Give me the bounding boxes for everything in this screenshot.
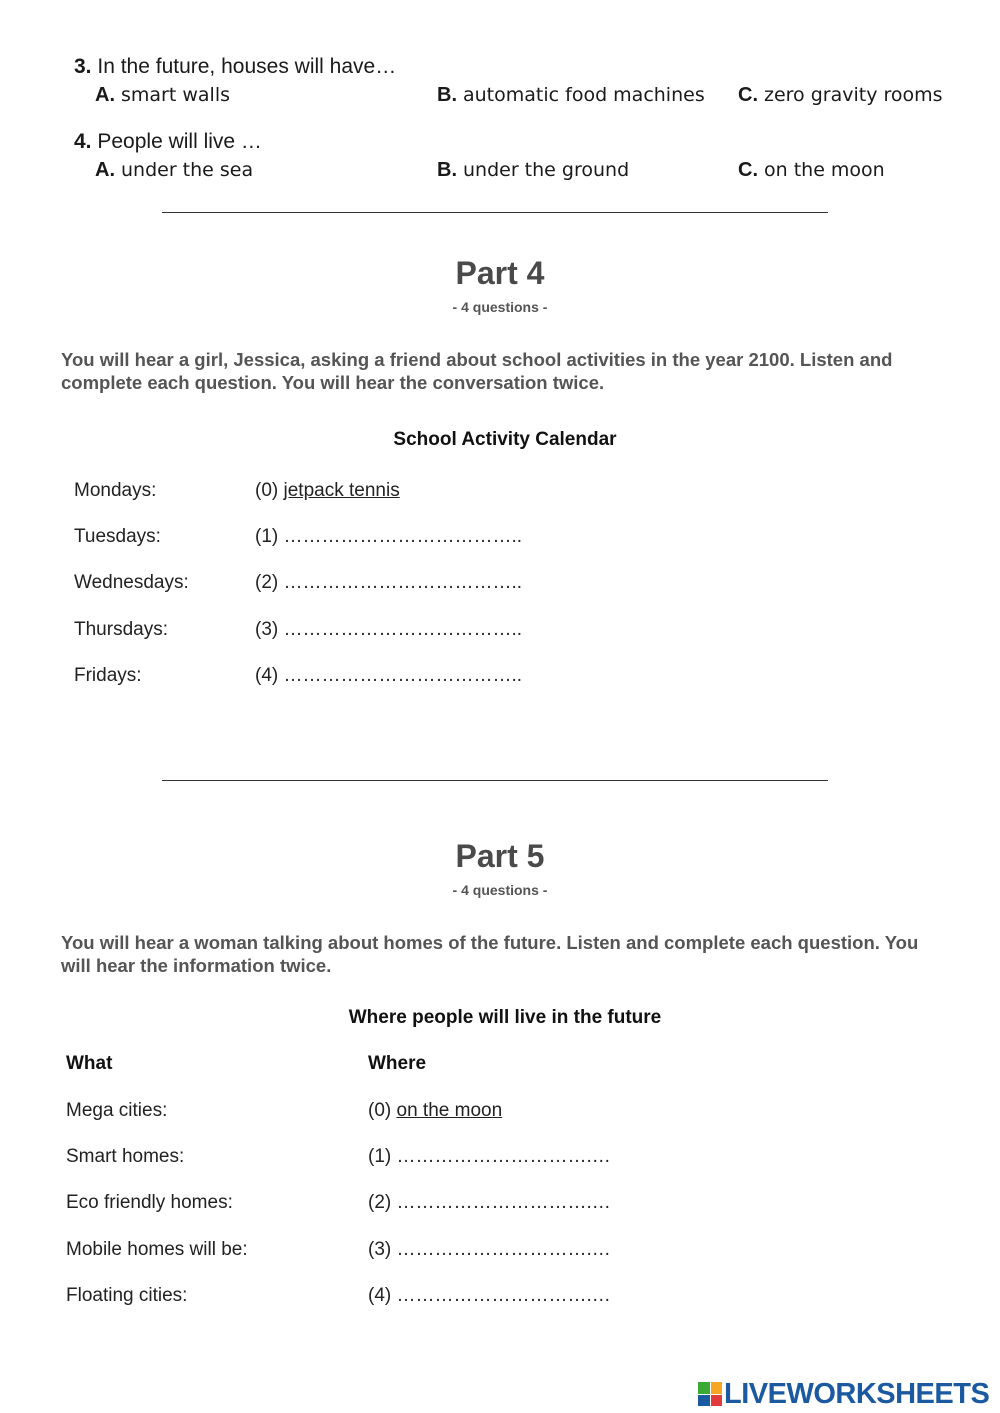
dotted-blank: ………………………….…	[396, 1239, 611, 1260]
divider	[162, 780, 828, 781]
example-answer: jetpack tennis	[283, 480, 400, 501]
row-label: Mega cities:	[66, 1100, 168, 1121]
column-header-where: Where	[368, 1053, 427, 1074]
part-4-table-title: School Activity Calendar	[393, 429, 617, 450]
option-3a[interactable]	[95, 84, 230, 107]
row-label: Fridays:	[74, 665, 142, 686]
dotted-blank: ………………………………..	[283, 619, 523, 640]
answer-blank-4[interactable]	[368, 1285, 611, 1307]
option-3c[interactable]	[738, 84, 943, 107]
row-label: Mobile homes will be:	[66, 1239, 248, 1260]
row-label: Smart homes:	[66, 1146, 185, 1167]
row-number: (0)	[368, 1100, 392, 1121]
row-number: (1)	[368, 1146, 392, 1167]
row-label: Wednesdays:	[74, 572, 189, 593]
row-answer	[255, 480, 400, 502]
divider	[162, 212, 828, 213]
dotted-blank: ………………………………..	[283, 572, 523, 593]
question-4	[74, 130, 262, 154]
row-label: Mondays:	[74, 480, 157, 501]
row-answer	[368, 1100, 502, 1122]
column-header-what: What	[66, 1053, 113, 1074]
answer-blank-2[interactable]	[368, 1192, 611, 1214]
option-text: smart walls	[121, 84, 230, 106]
example-answer: on the moon	[396, 1100, 503, 1121]
option-4a[interactable]	[95, 159, 253, 182]
part-4-title: Part 4	[455, 255, 545, 291]
question-number: 3.	[74, 55, 92, 78]
dotted-blank: ………………………….…	[396, 1146, 611, 1167]
answer-blank-2[interactable]	[255, 572, 522, 594]
answer-blank-3[interactable]	[368, 1239, 611, 1261]
part-5-table-title: Where people will live in the future	[348, 1007, 662, 1028]
row-label: Thursdays:	[74, 619, 168, 640]
option-3b[interactable]	[437, 84, 705, 107]
answer-blank-1[interactable]	[368, 1146, 611, 1168]
answer-blank-4[interactable]	[255, 665, 522, 687]
part-5-title: Part 5	[455, 838, 545, 874]
question-text: In the future, houses will have…	[97, 55, 397, 78]
option-letter: C.	[738, 159, 758, 181]
row-number: (4)	[255, 665, 279, 686]
option-letter: B.	[437, 159, 457, 181]
option-letter: A.	[95, 84, 115, 106]
answer-blank-1[interactable]	[255, 526, 522, 548]
option-4c[interactable]	[738, 159, 885, 182]
option-text: under the sea	[121, 159, 254, 181]
option-4b[interactable]	[437, 159, 629, 182]
row-label: Floating cities:	[66, 1285, 188, 1306]
option-text: zero gravity rooms	[764, 84, 943, 106]
logo-text: LIVEWORKSHEETS	[724, 1377, 990, 1410]
option-letter: A.	[95, 159, 115, 181]
question-text: People will live …	[97, 130, 262, 153]
liveworksheets-logo[interactable]	[698, 1377, 989, 1411]
row-number: (0)	[255, 480, 279, 501]
part-4-subtitle: - 4 questions -	[452, 299, 548, 315]
row-number: (2)	[255, 572, 279, 593]
question-3	[74, 55, 396, 79]
option-text: on the moon	[764, 159, 885, 181]
logo-icon	[698, 1382, 722, 1406]
row-number: (4)	[368, 1285, 392, 1306]
answer-blank-3[interactable]	[255, 619, 522, 641]
row-label: Eco friendly homes:	[66, 1192, 233, 1213]
option-letter: C.	[738, 84, 758, 106]
row-number: (2)	[368, 1192, 392, 1213]
dotted-blank: ………………………………..	[283, 526, 523, 547]
question-number: 4.	[74, 130, 92, 153]
dotted-blank: ………………………………..	[283, 665, 523, 686]
row-number: (1)	[255, 526, 279, 547]
row-label: Tuesdays:	[74, 526, 161, 547]
row-number: (3)	[255, 619, 279, 640]
option-text: automatic food machines	[463, 84, 705, 106]
option-letter: B.	[437, 84, 457, 106]
part-4-instructions: You will hear a girl, Jessica, asking a friend about school activities in the year 2100. Listen and complete each question. You will hear the conversation twice.	[61, 349, 893, 393]
row-number: (3)	[368, 1239, 392, 1260]
part-5-subtitle: - 4 questions -	[452, 882, 548, 898]
option-text: under the ground	[463, 159, 630, 181]
dotted-blank: ………………………….…	[396, 1192, 611, 1213]
part-5-instructions: You will hear a woman talking about homes of the future. Listen and complete each question. You will hear the information twice.	[61, 932, 919, 976]
dotted-blank: ………………………….…	[396, 1285, 611, 1306]
